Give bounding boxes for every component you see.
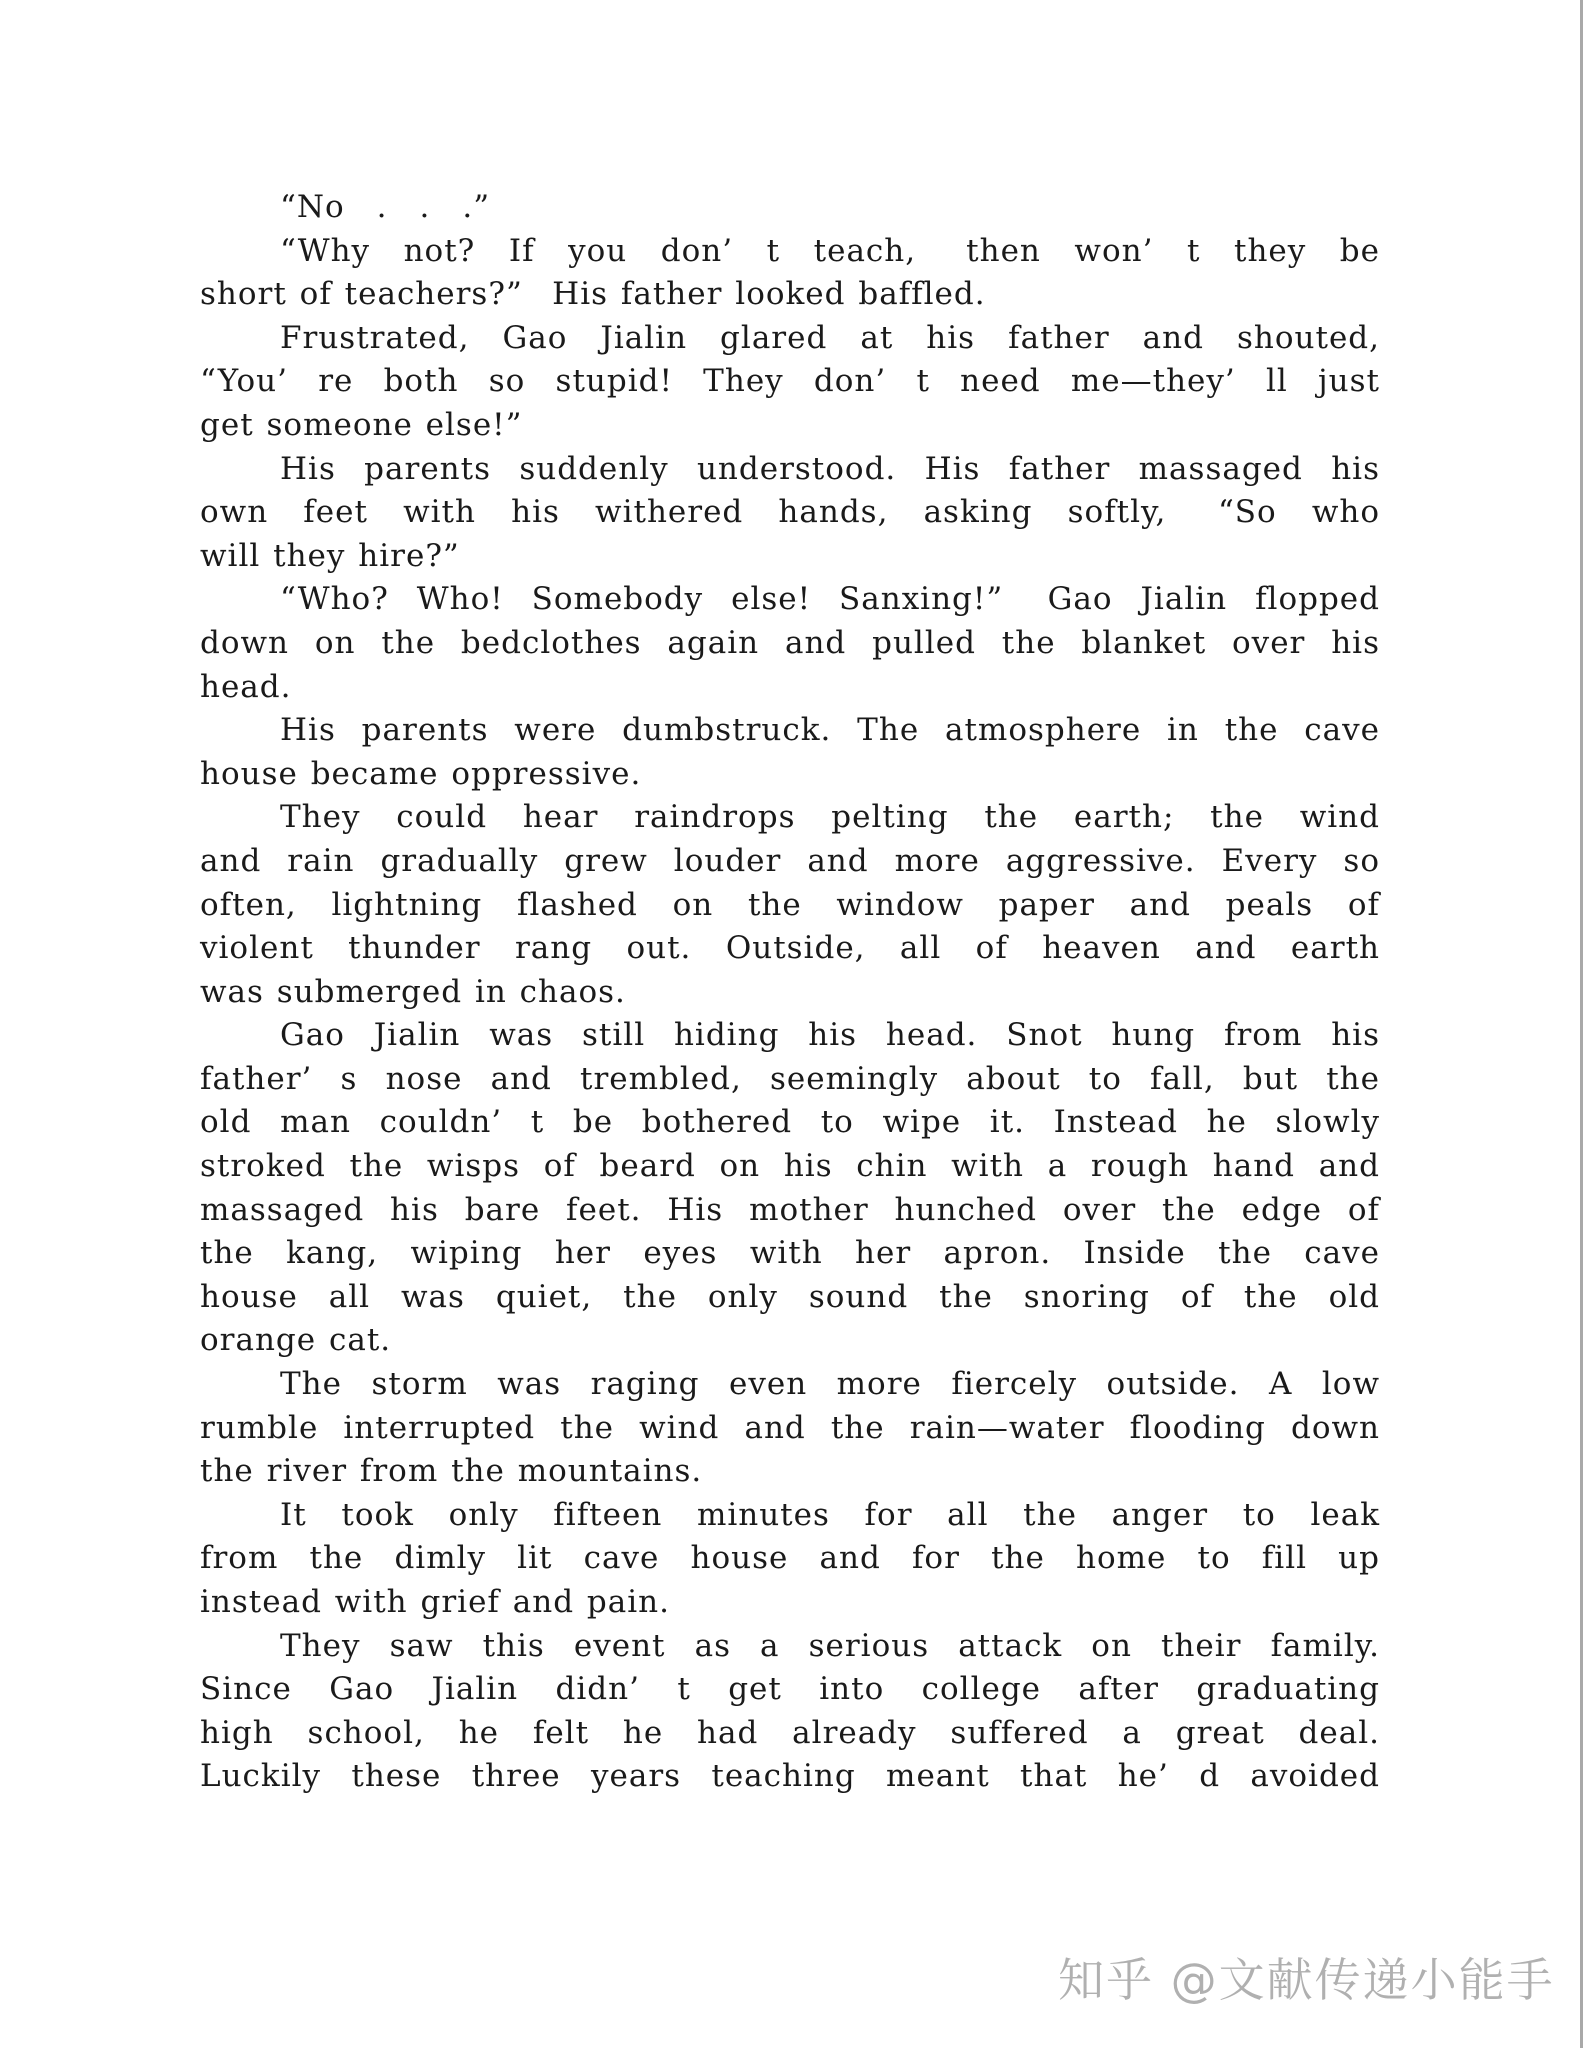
text-line: The storm was raging even more fiercely outside. A low	[280, 1366, 1380, 1403]
text-line: massaged his bare feet. His mother hunched over the edge of	[200, 1191, 1380, 1228]
text-line: high school, he felt he had already suffered a great deal.	[200, 1714, 1380, 1751]
text-line: instead with grief and pain.	[200, 1584, 670, 1620]
text-line: was submerged in chaos.	[200, 973, 626, 1010]
text-line: “Who? Who! Somebody else! Sanxing!” Gao Jialin flopped	[280, 581, 1380, 618]
text-line: head.	[200, 668, 292, 705]
text-line: from the dimly lit cave house and for the home to fill up	[200, 1540, 1380, 1577]
text-line: house became oppressive.	[200, 755, 642, 792]
text-line: father’ s nose and trembled, seemingly about to fall, but the	[200, 1060, 1380, 1097]
text-line: the kang, wiping her eyes with her apron. Inside the cave	[200, 1235, 1380, 1272]
text-line: own feet with his withered hands, asking softly, “So who	[200, 494, 1380, 531]
text-line: His parents suddenly understood. His father massaged his	[280, 450, 1380, 487]
text-line: violent thunder rang out. Outside, all of heaven and earth	[200, 930, 1380, 967]
text-line: the river from the mountains.	[200, 1453, 703, 1490]
text-line: old man couldn’ t be bothered to wipe it. Instead he slowly	[200, 1104, 1380, 1141]
text-line: stroked the wisps of beard on his chin with a rough hand and	[200, 1148, 1380, 1185]
text-line: orange cat.	[200, 1322, 392, 1359]
text-line: Gao Jialin was still hiding his head. Snot hung from his	[280, 1017, 1380, 1054]
text-line: “You’ re both so stupid! They don’ t need me—they’ ll just	[200, 363, 1380, 400]
text-line: Since Gao Jialin didn’ t get into college after graduating	[200, 1671, 1380, 1708]
text-line: They could hear raindrops pelting the earth; the wind	[280, 799, 1380, 836]
text-line: Frustrated, Gao Jialin glared at his father and shouted,	[280, 319, 1380, 356]
text-line: down on the bedclothes again and pulled the blanket over his	[200, 624, 1380, 661]
text-line: “Why not? If you don’ t teach, then won’ t they be	[280, 232, 1380, 269]
text-line: get someone else!”	[200, 406, 523, 443]
text-line: “No . . .”	[280, 189, 491, 225]
text-line: rumble interrupted the wind and the rain—water flooding down	[200, 1409, 1380, 1446]
text-line: and rain gradually grew louder and more aggressive. Every so	[200, 842, 1380, 879]
text-line: His parents were dumbstruck. The atmosphere in the cave	[280, 712, 1380, 749]
watermark: 知乎 @文献传递小能手	[1058, 1953, 1555, 2007]
text-line: short of teachers?” His father looked baffled.	[200, 276, 986, 313]
text-line: They saw this event as a serious attack on their family.	[280, 1627, 1380, 1664]
text-line: house all was quiet, the only sound the snoring of the old	[200, 1278, 1380, 1315]
text-line: Luckily these three years teaching meant that he’ d avoided	[200, 1758, 1380, 1795]
text-line: It took only fifteen minutes for all the anger to leak	[280, 1496, 1380, 1533]
text-line: often, lightning flashed on the window paper and peals of	[200, 886, 1380, 923]
text-block	[200, 186, 1380, 1799]
text-line: will they hire?”	[200, 537, 460, 574]
